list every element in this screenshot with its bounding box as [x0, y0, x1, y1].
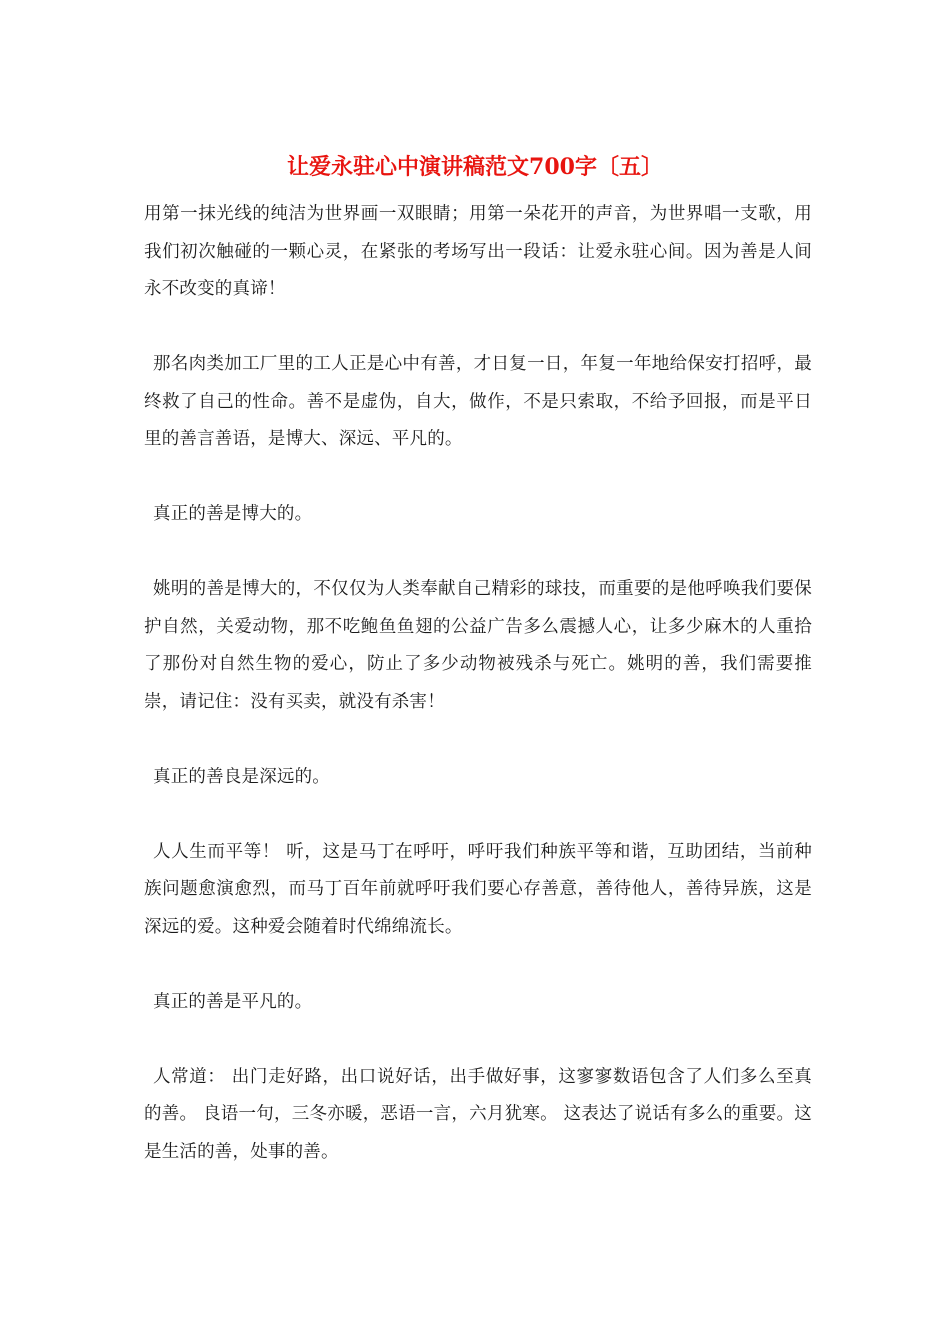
document-title: 让爱永驻心中演讲稿范文700字〔五〕: [287, 154, 663, 180]
paragraph-heading-ordinary: 真正的善是平凡的。: [153, 991, 313, 1012]
paragraph-heading-broad: 真正的善是博大的。: [153, 504, 313, 524]
paragraph-heading-profound: 真正的善良是深远的。: [153, 766, 330, 787]
paragraph-factory-worker: 那名肉类加工厂里的工人正是心中有善，才日复一日，年复一年地给保安打招呼，最终救了自己的性命。善不是虚伪，自大，做作，不是只索取，不给予回报，而是平日里的善言善语，是博大、深远、平凡的。: [144, 354, 812, 449]
paragraph-yao-ming: 姚明的善是博大的，不仅仅为人类奉献自己精彩的球技，而重要的是他呼唤我们要保护自然，关爱动物，那不吃鲍鱼鱼翅的公益广告多么震撼人心，让多少麻木的人重拾了那份对自然生物的爱心，防止了多少动物被残杀与死亡。姚明的善，我们需要推崇，请记住：没有买卖，就没有杀害！: [144, 579, 812, 712]
paragraph-saying: 人常道： 出门走好路，出口说好话，出手做好事，这寥寥数语包含了人们多么至真的善。 良语一句，三冬亦暖，恶语一言，六月犹寒。 这表达了说话有多么的重要。这是生活的善，处事的善。: [144, 1066, 812, 1162]
paragraph-intro: 用第一抹光线的纯洁为世界画一双眼睛；用第一朵花开的声音，为世界唱一支歌，用我们初次触碰的一颗心灵，在紧张的考场写出一段话：让爱永驻心间。因为善是人间永不改变的真谛！: [144, 204, 812, 299]
document-body: [144, 196, 812, 1171]
paragraph-martin: 人人生而平等！ 听，这是马丁在呼吁，呼吁我们种族平等和谐，互助团结，当前种族问题愈演愈烈，而马丁百年前就呼吁我们要心存善意，善待他人，善待异族，这是深远的爱。这种爱会随着时代绵绵流长。: [144, 841, 812, 937]
